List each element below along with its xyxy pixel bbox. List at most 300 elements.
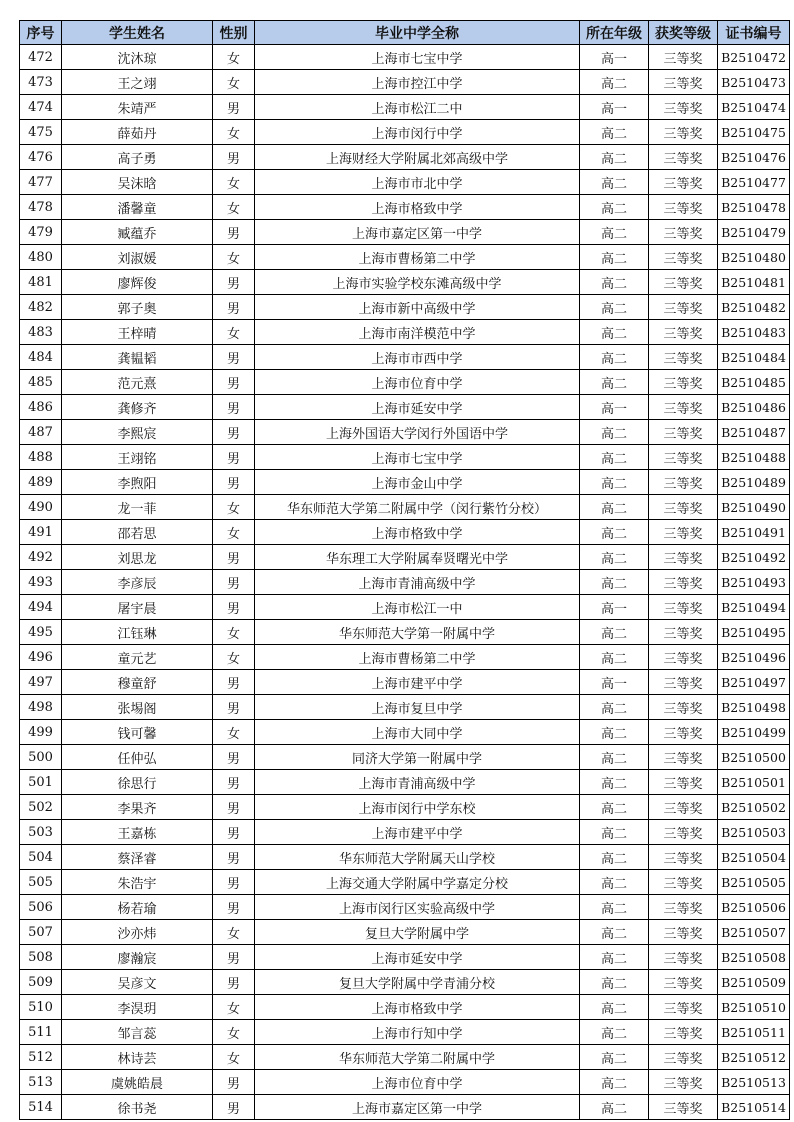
grade-cell: 高二	[580, 745, 649, 770]
gender-cell: 女	[213, 520, 255, 545]
student-name-cell: 杨若瑜	[62, 895, 213, 920]
table-row	[20, 70, 790, 95]
school-cell: 华东师范大学附属天山学校	[255, 845, 580, 870]
table-row	[20, 370, 790, 395]
grade-cell: 高二	[580, 1070, 649, 1095]
grade-cell: 高一	[580, 595, 649, 620]
table-row	[20, 220, 790, 245]
student-name-cell: 邵若思	[62, 520, 213, 545]
certificate-no-cell: B2510508	[718, 945, 790, 970]
school-cell: 上海交通大学附属中学嘉定分校	[255, 870, 580, 895]
index-cell: 489	[20, 470, 62, 495]
school-cell: 复旦大学附属中学	[255, 920, 580, 945]
award-level-cell: 三等奖	[649, 220, 718, 245]
school-cell: 上海市青浦高级中学	[255, 770, 580, 795]
student-name-cell: 朱浩宇	[62, 870, 213, 895]
student-name-cell: 江钰琳	[62, 620, 213, 645]
grade-cell: 高二	[580, 870, 649, 895]
table-row	[20, 420, 790, 445]
gender-cell: 男	[213, 420, 255, 445]
index-cell: 500	[20, 745, 62, 770]
col-header-student-name: 学生姓名	[62, 21, 213, 45]
index-cell: 504	[20, 845, 62, 870]
school-cell: 上海市控江中学	[255, 70, 580, 95]
gender-cell: 女	[213, 320, 255, 345]
school-cell: 上海市嘉定区第一中学	[255, 220, 580, 245]
gender-cell: 男	[213, 95, 255, 120]
grade-cell: 高二	[580, 645, 649, 670]
col-header-school: 毕业中学全称	[255, 21, 580, 45]
grade-cell: 高二	[580, 570, 649, 595]
award-level-cell: 三等奖	[649, 395, 718, 420]
index-cell: 499	[20, 720, 62, 745]
certificate-no-cell: B2510478	[718, 195, 790, 220]
student-name-cell: 龚韫韬	[62, 345, 213, 370]
award-level-cell: 三等奖	[649, 320, 718, 345]
index-cell: 493	[20, 570, 62, 595]
certificate-no-cell: B2510490	[718, 495, 790, 520]
school-cell: 上海市建平中学	[255, 820, 580, 845]
col-header-grade: 所在年级	[580, 21, 649, 45]
certificate-no-cell: B2510496	[718, 645, 790, 670]
gender-cell: 男	[213, 820, 255, 845]
index-cell: 476	[20, 145, 62, 170]
table-row	[20, 820, 790, 845]
table-row	[20, 395, 790, 420]
award-level-cell: 三等奖	[649, 645, 718, 670]
school-cell: 上海市位育中学	[255, 1070, 580, 1095]
school-cell: 上海市青浦高级中学	[255, 570, 580, 595]
grade-cell: 高二	[580, 695, 649, 720]
award-level-cell: 三等奖	[649, 845, 718, 870]
grade-cell: 高一	[580, 670, 649, 695]
table-row	[20, 245, 790, 270]
student-name-cell: 林诗芸	[62, 1045, 213, 1070]
index-cell: 507	[20, 920, 62, 945]
grade-cell: 高二	[580, 1045, 649, 1070]
award-level-cell: 三等奖	[649, 95, 718, 120]
table-row	[20, 1020, 790, 1045]
table-row	[20, 1095, 790, 1120]
student-name-cell: 廖辉俊	[62, 270, 213, 295]
school-cell: 上海市闵行中学东校	[255, 795, 580, 820]
index-cell: 479	[20, 220, 62, 245]
student-name-cell: 高子勇	[62, 145, 213, 170]
index-cell: 490	[20, 495, 62, 520]
gender-cell: 男	[213, 1070, 255, 1095]
table-row	[20, 645, 790, 670]
award-level-cell: 三等奖	[649, 420, 718, 445]
school-cell: 华东理工大学附属奉贤曙光中学	[255, 545, 580, 570]
table-row	[20, 945, 790, 970]
grade-cell: 高二	[580, 345, 649, 370]
grade-cell: 高二	[580, 795, 649, 820]
grade-cell: 高二	[580, 970, 649, 995]
gender-cell: 女	[213, 720, 255, 745]
school-cell: 同济大学第一附属中学	[255, 745, 580, 770]
school-cell: 上海市松江一中	[255, 595, 580, 620]
student-name-cell: 李煦阳	[62, 470, 213, 495]
certificate-no-cell: B2510493	[718, 570, 790, 595]
grade-cell: 高二	[580, 370, 649, 395]
school-cell: 上海市位育中学	[255, 370, 580, 395]
award-level-cell: 三等奖	[649, 1095, 718, 1120]
table-row	[20, 595, 790, 620]
col-header-award-level: 获奖等级	[649, 21, 718, 45]
table-row	[20, 320, 790, 345]
grade-cell: 高二	[580, 445, 649, 470]
index-cell: 510	[20, 995, 62, 1020]
award-level-cell: 三等奖	[649, 920, 718, 945]
grade-cell: 高二	[580, 845, 649, 870]
student-name-cell: 王梓晴	[62, 320, 213, 345]
certificate-no-cell: B2510497	[718, 670, 790, 695]
grade-cell: 高二	[580, 220, 649, 245]
grade-cell: 高一	[580, 45, 649, 70]
certificate-no-cell: B2510498	[718, 695, 790, 720]
gender-cell: 男	[213, 445, 255, 470]
student-name-cell: 潘馨童	[62, 195, 213, 220]
student-name-cell: 薛茹丹	[62, 120, 213, 145]
award-level-cell: 三等奖	[649, 195, 718, 220]
gender-cell: 女	[213, 70, 255, 95]
table-row	[20, 45, 790, 70]
award-list-table	[19, 20, 790, 1120]
award-level-cell: 三等奖	[649, 970, 718, 995]
index-cell: 503	[20, 820, 62, 845]
school-cell: 上海市闵行区实验高级中学	[255, 895, 580, 920]
table-row	[20, 345, 790, 370]
student-name-cell: 范元熹	[62, 370, 213, 395]
grade-cell: 高二	[580, 70, 649, 95]
col-header-gender: 性别	[213, 21, 255, 45]
index-cell: 513	[20, 1070, 62, 1095]
table-row	[20, 520, 790, 545]
table-row	[20, 470, 790, 495]
student-name-cell: 刘淑媛	[62, 245, 213, 270]
grade-cell: 高一	[580, 95, 649, 120]
school-cell: 上海市复旦中学	[255, 695, 580, 720]
school-cell: 上海市新中高级中学	[255, 295, 580, 320]
table-row	[20, 970, 790, 995]
certificate-no-cell: B2510507	[718, 920, 790, 945]
award-level-cell: 三等奖	[649, 245, 718, 270]
grade-cell: 高二	[580, 945, 649, 970]
award-level-cell: 三等奖	[649, 720, 718, 745]
student-name-cell: 钱可馨	[62, 720, 213, 745]
school-cell: 上海市南洋模范中学	[255, 320, 580, 345]
certificate-no-cell: B2510475	[718, 120, 790, 145]
certificate-no-cell: B2510482	[718, 295, 790, 320]
certificate-no-cell: B2510494	[718, 595, 790, 620]
school-cell: 华东师范大学第二附属中学（闵行紫竹分校）	[255, 495, 580, 520]
table-row	[20, 145, 790, 170]
gender-cell: 女	[213, 495, 255, 520]
gender-cell: 女	[213, 620, 255, 645]
award-level-cell: 三等奖	[649, 295, 718, 320]
table-row	[20, 920, 790, 945]
index-cell: 487	[20, 420, 62, 445]
grade-cell: 高二	[580, 195, 649, 220]
award-level-cell: 三等奖	[649, 120, 718, 145]
certificate-no-cell: B2510472	[718, 45, 790, 70]
student-name-cell: 王嘉栋	[62, 820, 213, 845]
gender-cell: 女	[213, 920, 255, 945]
award-level-cell: 三等奖	[649, 1045, 718, 1070]
award-level-cell: 三等奖	[649, 495, 718, 520]
index-cell: 495	[20, 620, 62, 645]
school-cell: 上海市嘉定区第一中学	[255, 1095, 580, 1120]
index-cell: 484	[20, 345, 62, 370]
grade-cell: 高二	[580, 1095, 649, 1120]
award-level-cell: 三等奖	[649, 545, 718, 570]
gender-cell: 女	[213, 1020, 255, 1045]
index-cell: 482	[20, 295, 62, 320]
grade-cell: 高二	[580, 720, 649, 745]
award-level-cell: 三等奖	[649, 45, 718, 70]
student-name-cell: 李果齐	[62, 795, 213, 820]
student-name-cell: 王翊铭	[62, 445, 213, 470]
award-level-cell: 三等奖	[649, 770, 718, 795]
school-cell: 上海财经大学附属北郊高级中学	[255, 145, 580, 170]
grade-cell: 高二	[580, 470, 649, 495]
school-cell: 上海外国语大学闵行外国语中学	[255, 420, 580, 445]
student-name-cell: 王之翊	[62, 70, 213, 95]
school-cell: 上海市曹杨第二中学	[255, 645, 580, 670]
gender-cell: 男	[213, 1095, 255, 1120]
certificate-no-cell: B2510510	[718, 995, 790, 1020]
certificate-no-cell: B2510506	[718, 895, 790, 920]
gender-cell: 男	[213, 370, 255, 395]
gender-cell: 男	[213, 270, 255, 295]
certificate-no-cell: B2510514	[718, 1095, 790, 1120]
certificate-no-cell: B2510495	[718, 620, 790, 645]
certificate-no-cell: B2510481	[718, 270, 790, 295]
school-cell: 上海市格致中学	[255, 995, 580, 1020]
index-cell: 492	[20, 545, 62, 570]
index-cell: 494	[20, 595, 62, 620]
certificate-no-cell: B2510491	[718, 520, 790, 545]
school-cell: 上海市延安中学	[255, 945, 580, 970]
award-level-cell: 三等奖	[649, 345, 718, 370]
gender-cell: 女	[213, 645, 255, 670]
award-level-cell: 三等奖	[649, 995, 718, 1020]
award-level-cell: 三等奖	[649, 795, 718, 820]
student-name-cell: 龙一菲	[62, 495, 213, 520]
table-row	[20, 870, 790, 895]
student-name-cell: 徐书尧	[62, 1095, 213, 1120]
student-name-cell: 任仲弘	[62, 745, 213, 770]
certificate-no-cell: B2510485	[718, 370, 790, 395]
student-name-cell: 蔡泽睿	[62, 845, 213, 870]
grade-cell: 高二	[580, 270, 649, 295]
student-name-cell: 沙亦炜	[62, 920, 213, 945]
certificate-no-cell: B2510479	[718, 220, 790, 245]
gender-cell: 男	[213, 770, 255, 795]
gender-cell: 女	[213, 245, 255, 270]
award-level-cell: 三等奖	[649, 670, 718, 695]
award-level-cell: 三等奖	[649, 820, 718, 845]
school-cell: 上海市闵行中学	[255, 120, 580, 145]
grade-cell: 高二	[580, 420, 649, 445]
table-row	[20, 120, 790, 145]
gender-cell: 男	[213, 220, 255, 245]
grade-cell: 高二	[580, 1020, 649, 1045]
grade-cell: 高二	[580, 995, 649, 1020]
award-level-cell: 三等奖	[649, 520, 718, 545]
gender-cell: 男	[213, 745, 255, 770]
index-cell: 501	[20, 770, 62, 795]
grade-cell: 高二	[580, 920, 649, 945]
grade-cell: 高二	[580, 170, 649, 195]
certificate-no-cell: B2510512	[718, 1045, 790, 1070]
award-level-cell: 三等奖	[649, 70, 718, 95]
index-cell: 481	[20, 270, 62, 295]
grade-cell: 高二	[580, 245, 649, 270]
table-row	[20, 270, 790, 295]
index-cell: 473	[20, 70, 62, 95]
school-cell: 上海市七宝中学	[255, 445, 580, 470]
student-name-cell: 郭子奥	[62, 295, 213, 320]
school-cell: 上海市松江二中	[255, 95, 580, 120]
gender-cell: 男	[213, 695, 255, 720]
student-name-cell: 吴彦文	[62, 970, 213, 995]
table-row	[20, 195, 790, 220]
grade-cell: 高二	[580, 620, 649, 645]
award-level-cell: 三等奖	[649, 470, 718, 495]
table-row	[20, 745, 790, 770]
student-name-cell: 朱靖严	[62, 95, 213, 120]
award-level-cell: 三等奖	[649, 1020, 718, 1045]
gender-cell: 男	[213, 795, 255, 820]
index-cell: 480	[20, 245, 62, 270]
grade-cell: 高二	[580, 895, 649, 920]
col-header-index: 序号	[20, 21, 62, 45]
student-name-cell: 童元艺	[62, 645, 213, 670]
gender-cell: 男	[213, 845, 255, 870]
table-row	[20, 545, 790, 570]
student-name-cell: 邹言蕊	[62, 1020, 213, 1045]
index-cell: 514	[20, 1095, 62, 1120]
award-level-cell: 三等奖	[649, 745, 718, 770]
student-name-cell: 臧蕴乔	[62, 220, 213, 245]
certificate-no-cell: B2510477	[718, 170, 790, 195]
award-level-cell: 三等奖	[649, 370, 718, 395]
certificate-no-cell: B2510501	[718, 770, 790, 795]
grade-cell: 高二	[580, 495, 649, 520]
gender-cell: 男	[213, 945, 255, 970]
index-cell: 475	[20, 120, 62, 145]
gender-cell: 男	[213, 295, 255, 320]
index-cell: 486	[20, 395, 62, 420]
grade-cell: 高一	[580, 395, 649, 420]
gender-cell: 女	[213, 45, 255, 70]
certificate-no-cell: B2510500	[718, 745, 790, 770]
award-level-cell: 三等奖	[649, 895, 718, 920]
table-row	[20, 895, 790, 920]
school-cell: 上海市曹杨第二中学	[255, 245, 580, 270]
certificate-no-cell: B2510484	[718, 345, 790, 370]
student-name-cell: 虞姚皓晨	[62, 1070, 213, 1095]
table-row	[20, 95, 790, 120]
grade-cell: 高二	[580, 520, 649, 545]
school-cell: 上海市格致中学	[255, 520, 580, 545]
student-name-cell: 李熙宸	[62, 420, 213, 445]
gender-cell: 男	[213, 670, 255, 695]
certificate-no-cell: B2510502	[718, 795, 790, 820]
index-cell: 497	[20, 670, 62, 695]
gender-cell: 男	[213, 895, 255, 920]
certificate-no-cell: B2510492	[718, 545, 790, 570]
gender-cell: 女	[213, 995, 255, 1020]
school-cell: 上海市行知中学	[255, 1020, 580, 1045]
award-level-cell: 三等奖	[649, 570, 718, 595]
certificate-no-cell: B2510487	[718, 420, 790, 445]
school-cell: 华东师范大学第一附属中学	[255, 620, 580, 645]
index-cell: 511	[20, 1020, 62, 1045]
index-cell: 502	[20, 795, 62, 820]
table-row	[20, 770, 790, 795]
table-row	[20, 570, 790, 595]
grade-cell: 高二	[580, 545, 649, 570]
school-cell: 上海市市北中学	[255, 170, 580, 195]
grade-cell: 高二	[580, 295, 649, 320]
school-cell: 上海市建平中学	[255, 670, 580, 695]
award-level-cell: 三等奖	[649, 445, 718, 470]
award-level-cell: 三等奖	[649, 870, 718, 895]
certificate-no-cell: B2510499	[718, 720, 790, 745]
gender-cell: 男	[213, 595, 255, 620]
student-name-cell: 穆童舒	[62, 670, 213, 695]
award-level-cell: 三等奖	[649, 595, 718, 620]
student-name-cell: 刘思龙	[62, 545, 213, 570]
table-row	[20, 670, 790, 695]
table-row	[20, 170, 790, 195]
school-cell: 复旦大学附属中学青浦分校	[255, 970, 580, 995]
certificate-no-cell: B2510511	[718, 1020, 790, 1045]
col-header-certificate-no: 证书编号	[718, 21, 790, 45]
table-row	[20, 1070, 790, 1095]
table-row	[20, 795, 790, 820]
certificate-no-cell: B2510509	[718, 970, 790, 995]
award-level-cell: 三等奖	[649, 170, 718, 195]
student-name-cell: 李淏玥	[62, 995, 213, 1020]
index-cell: 505	[20, 870, 62, 895]
gender-cell: 男	[213, 345, 255, 370]
gender-cell: 男	[213, 470, 255, 495]
school-cell: 上海市延安中学	[255, 395, 580, 420]
grade-cell: 高二	[580, 820, 649, 845]
index-cell: 483	[20, 320, 62, 345]
index-cell: 506	[20, 895, 62, 920]
table-row	[20, 995, 790, 1020]
certificate-no-cell: B2510476	[718, 145, 790, 170]
certificate-no-cell: B2510486	[718, 395, 790, 420]
table-row	[20, 1045, 790, 1070]
school-cell: 上海市七宝中学	[255, 45, 580, 70]
gender-cell: 男	[213, 570, 255, 595]
index-cell: 474	[20, 95, 62, 120]
certificate-no-cell: B2510504	[718, 845, 790, 870]
gender-cell: 女	[213, 195, 255, 220]
gender-cell: 男	[213, 545, 255, 570]
student-name-cell: 徐思行	[62, 770, 213, 795]
certificate-no-cell: B2510480	[718, 245, 790, 270]
school-cell: 上海市市西中学	[255, 345, 580, 370]
grade-cell: 高二	[580, 770, 649, 795]
student-name-cell: 张埸阁	[62, 695, 213, 720]
award-level-cell: 三等奖	[649, 945, 718, 970]
